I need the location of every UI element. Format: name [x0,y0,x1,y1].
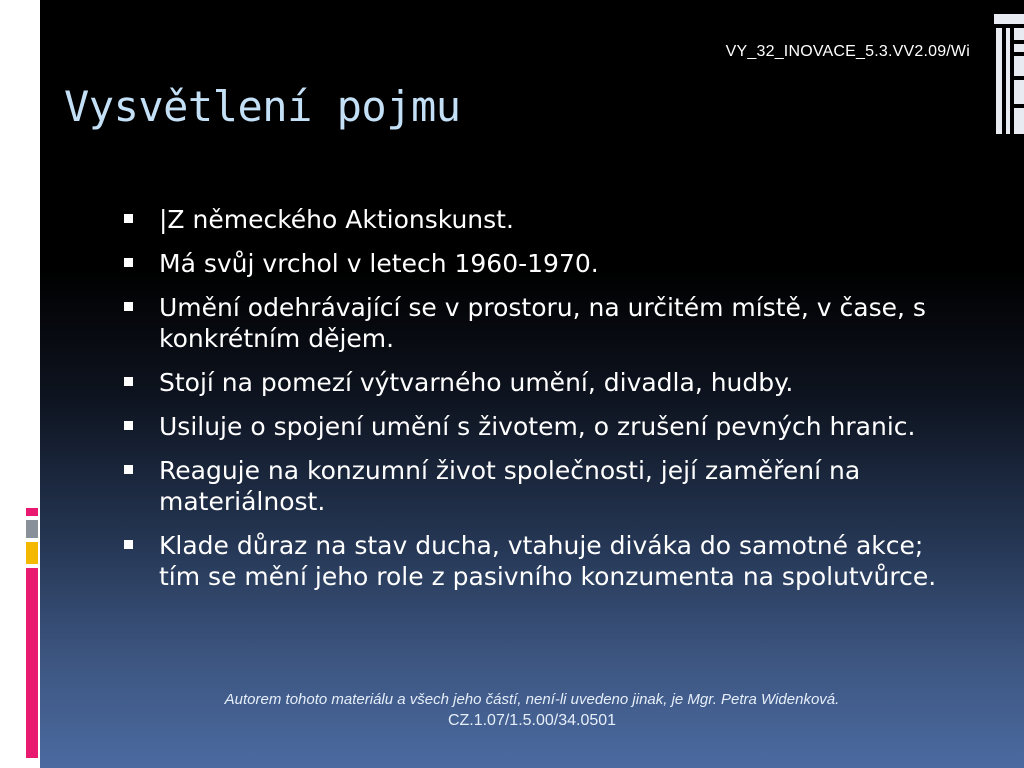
deco-bar [994,14,1024,24]
bullet-text: Usiluje o spojení umění s životem, o zrušení pevných hranic. [159,412,916,441]
bullet-text: Stojí na pomezí výtvarného umění, divadla, hudby. [159,368,794,397]
deco-bar-gray [26,520,38,538]
bullet-item [122,530,972,592]
author-note: Autorem tohoto materiálu a všech jeho částí, není-li uvedeno jinak, je Mgr. Petra Widenková. [224,691,840,708]
bullet-text: Umění odehrávající se v prostoru, na určitém místě, v čase, s konkrétním dějem. [159,293,926,353]
square-bullet-icon [124,302,133,311]
square-bullet-icon [124,214,133,223]
deco-bar [1014,56,1024,76]
footer [40,689,1024,731]
decorative-bars-left [26,508,40,758]
bullet-item [122,367,972,398]
deco-bar [1006,28,1010,134]
project-code: CZ.1.07/1.5.00/34.0501 [447,712,617,729]
deco-bar [1014,108,1024,134]
deco-bar-pink [26,508,38,516]
square-bullet-icon [124,421,133,430]
bullet-item [122,204,972,235]
deco-bar [1014,28,1024,40]
square-bullet-icon [124,258,133,267]
bullet-text: |Z německého Aktionskunst. [159,205,514,234]
deco-bar-yellow [26,542,38,564]
deco-bar [1014,44,1024,52]
decorative-bars-top-right [994,14,1024,134]
square-bullet-icon [124,540,133,549]
bullet-item [122,292,972,354]
square-bullet-icon [124,377,133,386]
bullet-text: Reaguje na konzumní život společnosti, její zaměření na materiálnost. [159,456,861,516]
deco-bar [1014,80,1024,104]
bullet-item [122,411,972,442]
bullet-item [122,248,972,279]
deco-bar-pink [26,568,38,758]
bullet-item [122,455,972,517]
bullet-text: Má svůj vrchol v letech 1960-1970. [159,249,599,278]
bullet-text: Klade důraz na stav ducha, vtahuje diváka do samotné akce; tím se mění jeho role z pasivního konzumenta na spolutvůrce. [159,531,937,591]
square-bullet-icon [124,465,133,474]
material-code: VY_32_INOVACE_5.3.VV2.09/Wi [725,43,970,60]
bullet-list [122,204,972,605]
deco-bar [996,28,1002,134]
slide-title: Vysvětlení pojmu [64,82,461,131]
